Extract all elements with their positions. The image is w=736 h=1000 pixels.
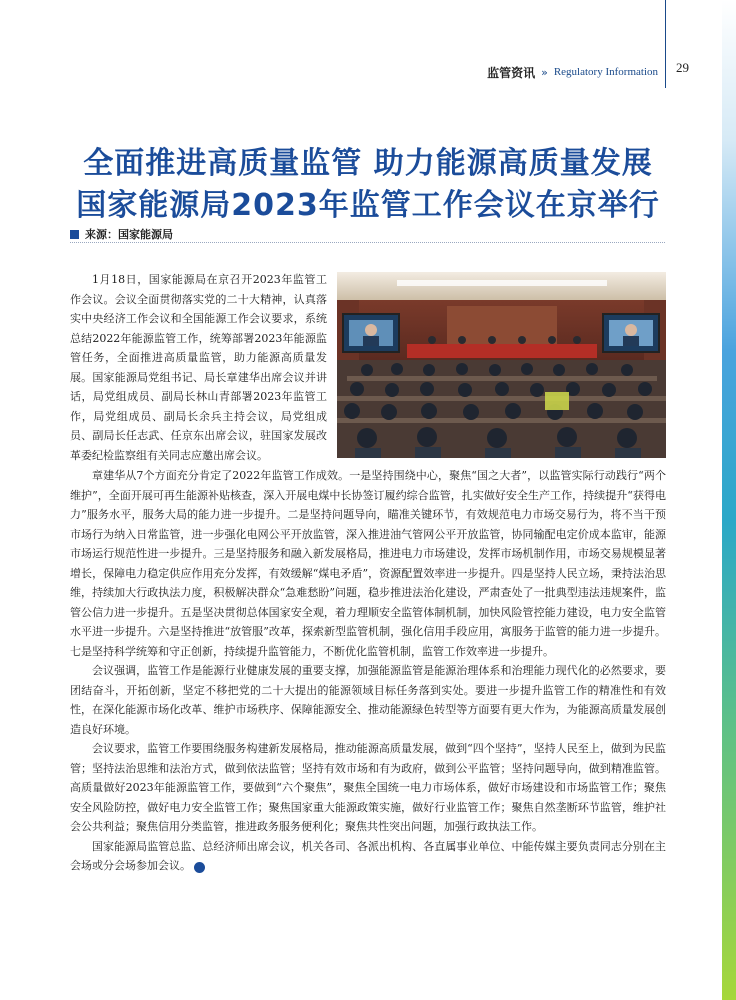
header-divider-line bbox=[665, 0, 666, 88]
page-number: 29 bbox=[676, 60, 689, 75]
article-source bbox=[70, 226, 173, 242]
paragraph-1-text: 1月18日，国家能源局在京召开2023年监管工作会议。会议全面贯彻落实党的二十大精神，认真落实中央经济工作会议和全国能源工作会议要求，系统总结2022年能源监管工作，统筹部署2023年能源监管任务，全面推进高质量监管，助力能源高质量发展。国家能源局党组书记、局长章建华出席会议并讲话，局党组成员、副局长林山青部署2023年监管工作，局党组成员、副局长余兵主持会议，局党组成员、副局长任志武、任京东出席会议，驻国家发展改革委纪检监察组有关同志应邀出席会议。 bbox=[70, 273, 327, 462]
article-title-line2: 国家能源局2023年监管工作会议在京举行 bbox=[76, 188, 660, 223]
source-divider bbox=[70, 242, 665, 243]
paragraph-3-text: 会议强调，监管工作是能源行业健康发展的重要支撑，加强能源监管是能源治理体系和治理能力现代化的必然要求，要团结奋斗，开拓创新，坚定不移把党的二十大提出的能源领域目标任务落到实处。要进一步提升监管工作的精准性和有效性，在深化能源市场化改革、维护市场秩序、保障能源安全、推动能源绿色转型等方面要有更大作为，为能源高质量发展创造良好环境。 bbox=[70, 664, 666, 736]
source-label: 来源：国家能源局 bbox=[85, 228, 173, 241]
section-title-cn: 监管资讯 bbox=[487, 65, 536, 80]
paragraph-5 bbox=[70, 837, 666, 876]
article-paragraph-1 bbox=[70, 270, 327, 465]
square-bullet-icon bbox=[70, 230, 79, 239]
conference-hall-photo bbox=[337, 272, 666, 458]
paragraph-5-text: 国家能源局监管总监、总经济师出席会议，机关各司、各派出机构、各直属事业单位、中能传媒主要负责同志分别在主会场或分会场参加会议。 bbox=[70, 839, 666, 872]
article-body bbox=[70, 466, 666, 876]
article-title-line1: 全面推进高质量监管 助力能源高质量发展 bbox=[83, 146, 653, 181]
section-header bbox=[487, 62, 658, 82]
photo-illustration bbox=[337, 272, 666, 458]
section-title-en: Regulatory Information bbox=[553, 66, 658, 78]
double-chevron-icon: » bbox=[541, 65, 548, 79]
paragraph-2-text: 章建华从7个方面充分肯定了2022年监管工作成效。一是坚持围绕中心，聚焦“国之大者”，以监管实际行动践行“两个维护”，全面开展可再生能源补贴核查，深入开展电煤中长协签订履约综合监管，扎实做好安全生产工作，持续提升“获得电力”服务水平，服务大局的能力进一步提升。二是坚持问题导向，瞄准关键环节，有效规范电力市场交易行为，将不当干预市场行为纳入日常监管，进一步强化电网公平开放监管，深入推进油气管网公平开放监管，协同输配电定价成本监审，能源市场运行规范性进一步提升。三是坚持服务和融入新发展格局，推进电力市场建设，发挥市场机制作用，市场交易规模显著增长，保障电力稳定供应作用充分发挥，有效缓解“煤电矛盾”，资源配置效率进一步提升。四是坚持人民立场，秉持法治思维，持续加大行政执法力度，积极解决群众“急难愁盼”问题，稳步推进法治化建设，严肃查处了一批典型违法违规案件，监管公信力进一步提升。五是坚决贯彻总体国家安全观，着力理顺安全监管体制机制，加快风险管控能力建设，电力安全监管水平进一步提升。六是坚持推进“放管服”改革，探索新型监管机制，强化信用手段应用，寓服务于监管的能力进一步提升。七是坚持科学统筹和守正创新，持续提升监管能力，不断优化监管机制，监管工作效率进一步提升。 bbox=[70, 469, 666, 658]
end-mark-icon: C bbox=[194, 862, 205, 873]
paragraph-4-text: 会议要求，监管工作要围绕服务构建新发展格局，推动能源高质量发展，做到“四个坚持”，坚持人民至上，做到为民监管；坚持法治思维和法治方式，做到依法监管；坚持有效市场和有为政府，做到公平监管；坚持问题导向，做到精准监管。高质量做好2023年能源监管工作，要做到“六个聚焦”，聚焦全国统一电力市场体系，做好市场建设和市场监管工作；聚焦安全风险防控，做好电力安全监管工作；聚焦国家重大能源政策实施，做好行业监管工作；聚焦自然垄断环节监管，维护社会公共利益；聚焦信用分类监管，推进政务服务便利化；聚焦共性突出问题，加强行政执法工作。 bbox=[70, 742, 666, 833]
